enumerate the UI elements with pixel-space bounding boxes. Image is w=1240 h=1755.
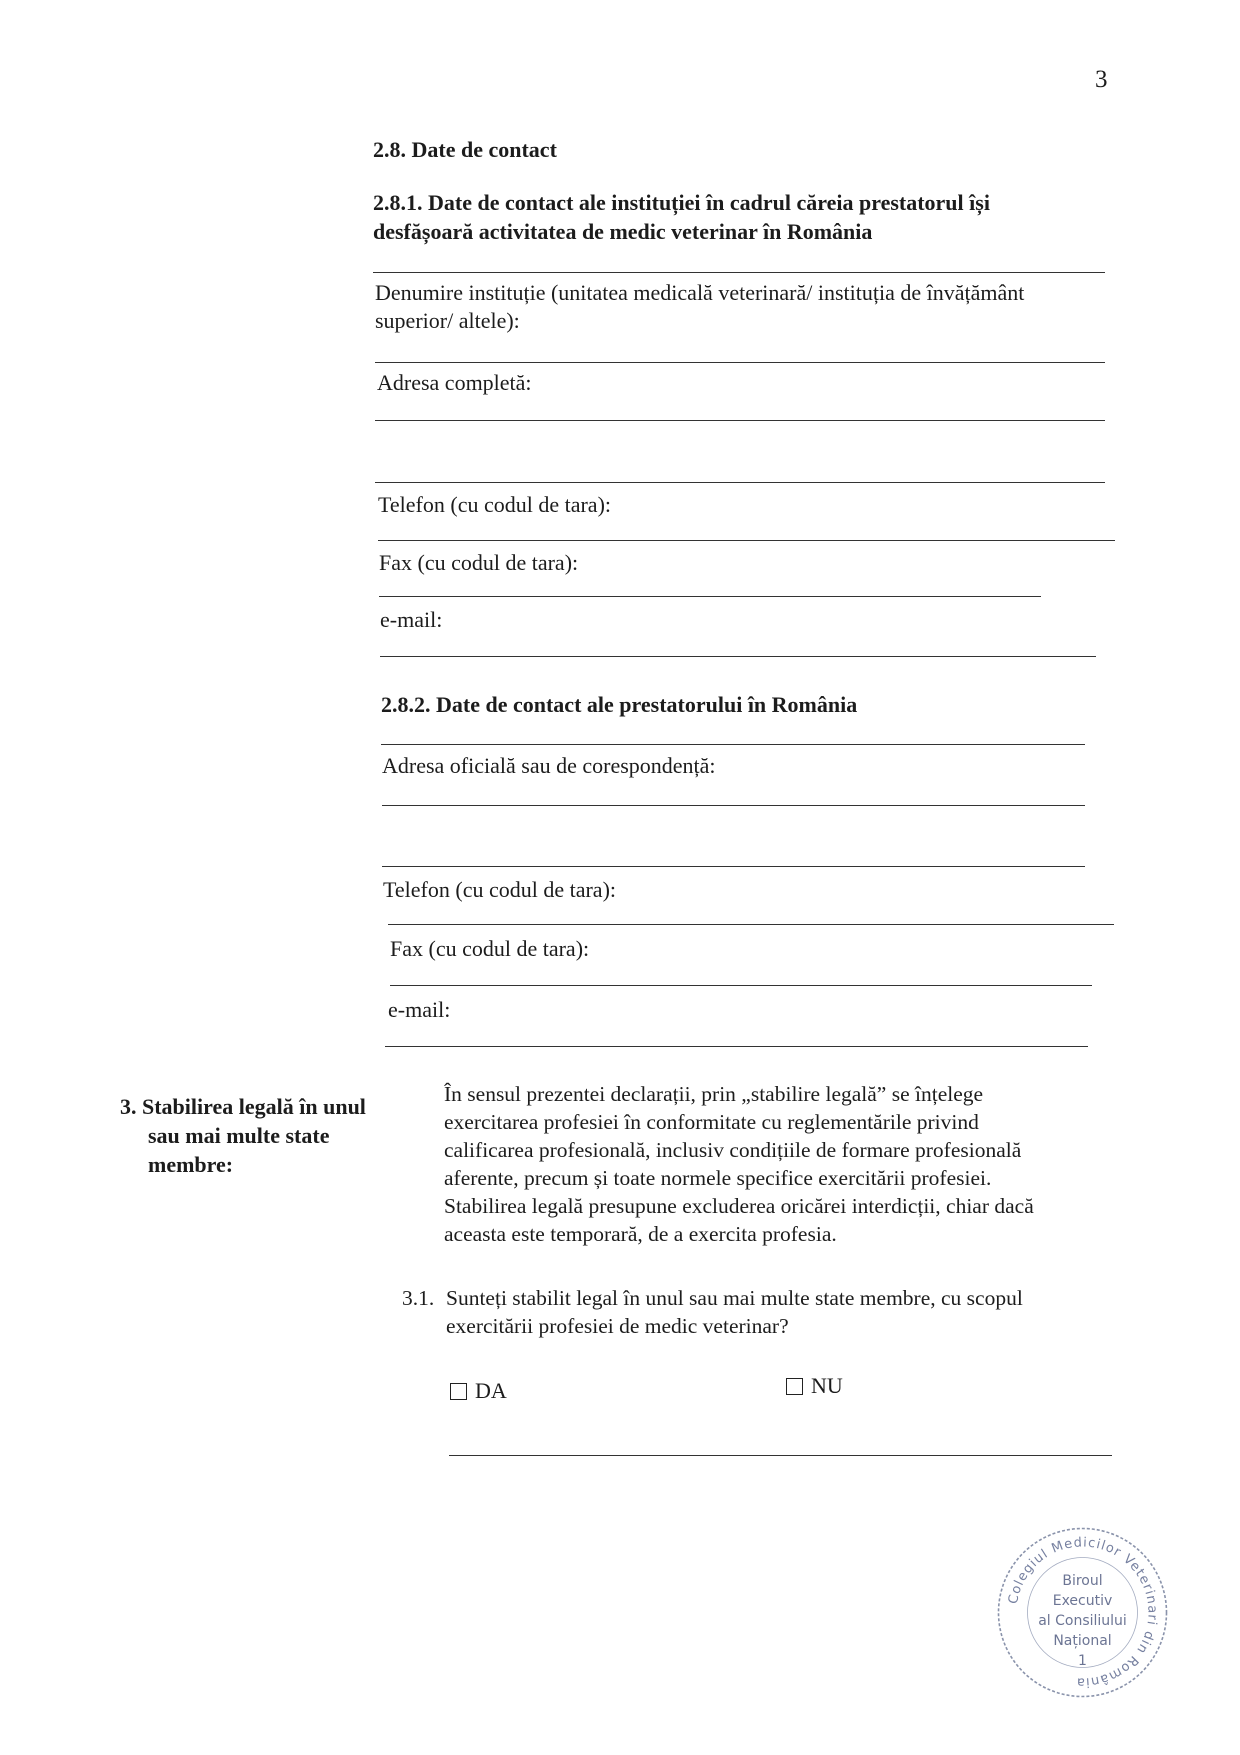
stamp-line4: Național <box>1053 1633 1112 1649</box>
stamp-line3: al Consiliului <box>1038 1613 1127 1629</box>
stamp-line2: Executiv <box>1052 1593 1113 1609</box>
question-3-1-number: 3.1. <box>402 1286 435 1310</box>
section-3-title-line1: 3. Stabilirea legală în unul <box>120 1094 366 1119</box>
section-3-paragraph-line5: Stabilirea legală presupune excluderea oricărei interdicții, chiar dacă <box>444 1194 1034 1218</box>
institution-name-label-line2: superior/ altele): <box>375 308 520 333</box>
checkbox-da[interactable] <box>450 1383 467 1400</box>
stamp-line5: 1 <box>1078 1653 1087 1669</box>
provider-phone-line[interactable] <box>388 924 1114 925</box>
institution-email-line[interactable] <box>380 656 1096 657</box>
provider-address-line-top[interactable] <box>381 744 1085 745</box>
question-3-1-line2: exercitării profesiei de medic veterinar? <box>446 1314 789 1338</box>
section-3-paragraph-line3: calificarea profesională, inclusiv condițiile de formare profesională <box>444 1138 1022 1162</box>
question-3-1-answer-line[interactable] <box>449 1455 1112 1456</box>
section-2-8-1-title-line2: desfășoară activitatea de medic veterinar în România <box>373 219 873 244</box>
section-3-paragraph-line2: exercitarea profesiei în conformitate cu reglementările privind <box>444 1110 979 1134</box>
option-da[interactable] <box>450 1378 507 1404</box>
provider-address-line-2[interactable] <box>382 866 1085 867</box>
section-2-8-title: 2.8. Date de contact <box>373 137 557 162</box>
section-2-8-1-title-line1: 2.8.1. Date de contact ale instituției în cadrul căreia prestatorul își <box>373 190 990 215</box>
provider-email-label: e-mail: <box>388 997 451 1022</box>
provider-address-label: Adresa oficială sau de corespondență: <box>382 753 716 778</box>
section-2-8-2-title: 2.8.2. Date de contact ale prestatorului în România <box>381 692 858 717</box>
option-nu[interactable] <box>786 1373 843 1399</box>
institution-fax-line[interactable] <box>379 596 1041 597</box>
official-stamp <box>995 1525 1170 1700</box>
section-3-paragraph-line6: aceasta este temporară, de a exercita profesia. <box>444 1222 837 1246</box>
institution-fax-label: Fax (cu codul de tara): <box>379 550 579 575</box>
section-3-paragraph-line4: aferente, precum și toate normele specifice exercitării profesiei. <box>444 1166 992 1190</box>
page-number: 3 <box>1095 66 1108 93</box>
provider-fax-label: Fax (cu codul de tara): <box>390 936 590 961</box>
institution-email-label: e-mail: <box>380 607 443 632</box>
institution-phone-line[interactable] <box>378 540 1115 541</box>
provider-address-line-1[interactable] <box>382 805 1085 806</box>
provider-email-line[interactable] <box>385 1046 1088 1047</box>
stamp-line1: Biroul <box>1062 1573 1103 1589</box>
provider-fax-line[interactable] <box>390 985 1092 986</box>
stamp-ring-text-path: Colegiul Medicilor Veterinari din România <box>1006 1535 1160 1690</box>
institution-phone-label: Telefon (cu codul de tara): <box>378 492 612 517</box>
institution-address-line-top[interactable] <box>375 362 1105 363</box>
institution-name-line[interactable] <box>373 272 1105 273</box>
option-nu-label: NU <box>811 1373 843 1398</box>
institution-address-line-1[interactable] <box>375 420 1105 421</box>
section-3-title-line3: membre: <box>148 1152 234 1177</box>
institution-name-label-line1: Denumire instituție (unitatea medicală veterinară/ instituția de învățământ <box>375 280 1025 305</box>
institution-address-label: Adresa completă: <box>377 370 532 395</box>
question-3-1-line1: Sunteți stabilit legal în unul sau mai multe state membre, cu scopul <box>446 1286 1023 1310</box>
section-3-paragraph-line1: În sensul prezentei declarații, prin „stabilire legală” se înțelege <box>444 1082 984 1106</box>
checkbox-nu[interactable] <box>786 1378 803 1395</box>
institution-address-line-2[interactable] <box>375 482 1105 483</box>
section-3-title-line2: sau mai multe state <box>148 1123 330 1148</box>
provider-phone-label: Telefon (cu codul de tara): <box>383 877 617 902</box>
option-da-label: DA <box>475 1378 507 1403</box>
